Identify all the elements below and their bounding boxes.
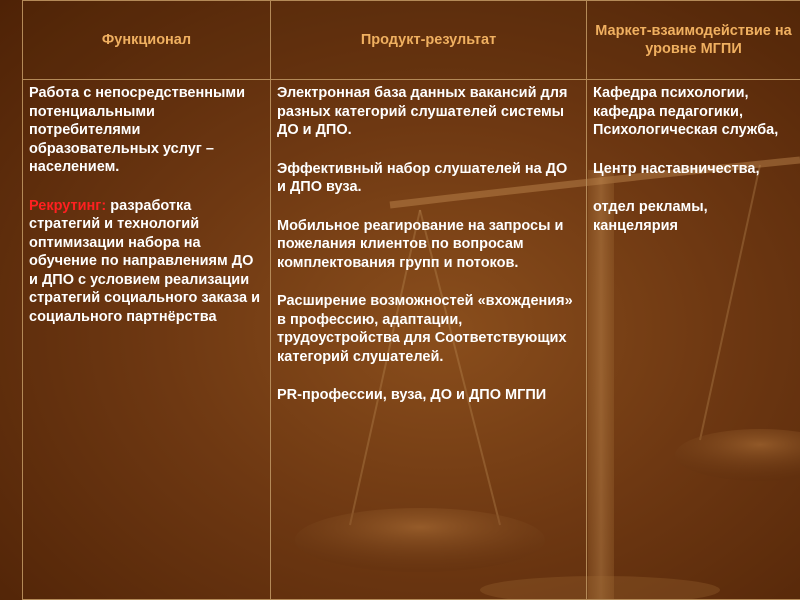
list-item: Центр наставничества, [593, 160, 760, 177]
header-functional: Функционал [23, 1, 271, 80]
header-market-interaction: Маркет-взаимодействие на уровне МГПИ [587, 1, 800, 80]
list-item: Мобильное реагирование на запросы и пожелания клиентов по вопросам комплектования групп и потоков. [277, 217, 564, 271]
list-item: Кафедра психологии, [593, 85, 749, 101]
cell-market-interaction [587, 80, 800, 600]
comparison-table [22, 0, 800, 600]
cell-functional [23, 80, 271, 600]
list-item: канцелярия [593, 217, 678, 234]
table-header-row [23, 1, 800, 80]
functional-intro: Работа с непосредственными потенциальными потребителями образовательных услуг – населением. [29, 85, 246, 175]
recruiting-text: разработка стратегий и технологий оптимизации набора на обучение по направлениям ДО и ДПО с условием реализации стратегий социального заказа и социального партнёрства [29, 197, 261, 325]
header-product-result: Продукт-результат [271, 1, 587, 80]
list-item: Расширение возможностей «вхождения» в профессию, адаптации, трудоустройства для Соответствующих категорий слушателей. [277, 293, 573, 365]
recruiting-label: Рекрутинг: [29, 197, 107, 214]
list-item: Психологическая служба, [593, 122, 779, 138]
list-item: отдел рекламы, [593, 199, 708, 215]
recruiting-paragraph [29, 197, 264, 327]
table-row [23, 80, 800, 600]
list-item: Электронная база данных вакансий для разных категорий слушателей системы ДО и ДПО. [277, 85, 568, 138]
list-item: PR-профессии, вуза, ДО и ДПО МГПИ [277, 387, 547, 403]
list-item: Эффективный набор слушателей на ДО и ДПО вуза. [277, 160, 568, 195]
cell-product-result [271, 80, 587, 600]
list-item: кафедра педагогики, [593, 103, 743, 120]
